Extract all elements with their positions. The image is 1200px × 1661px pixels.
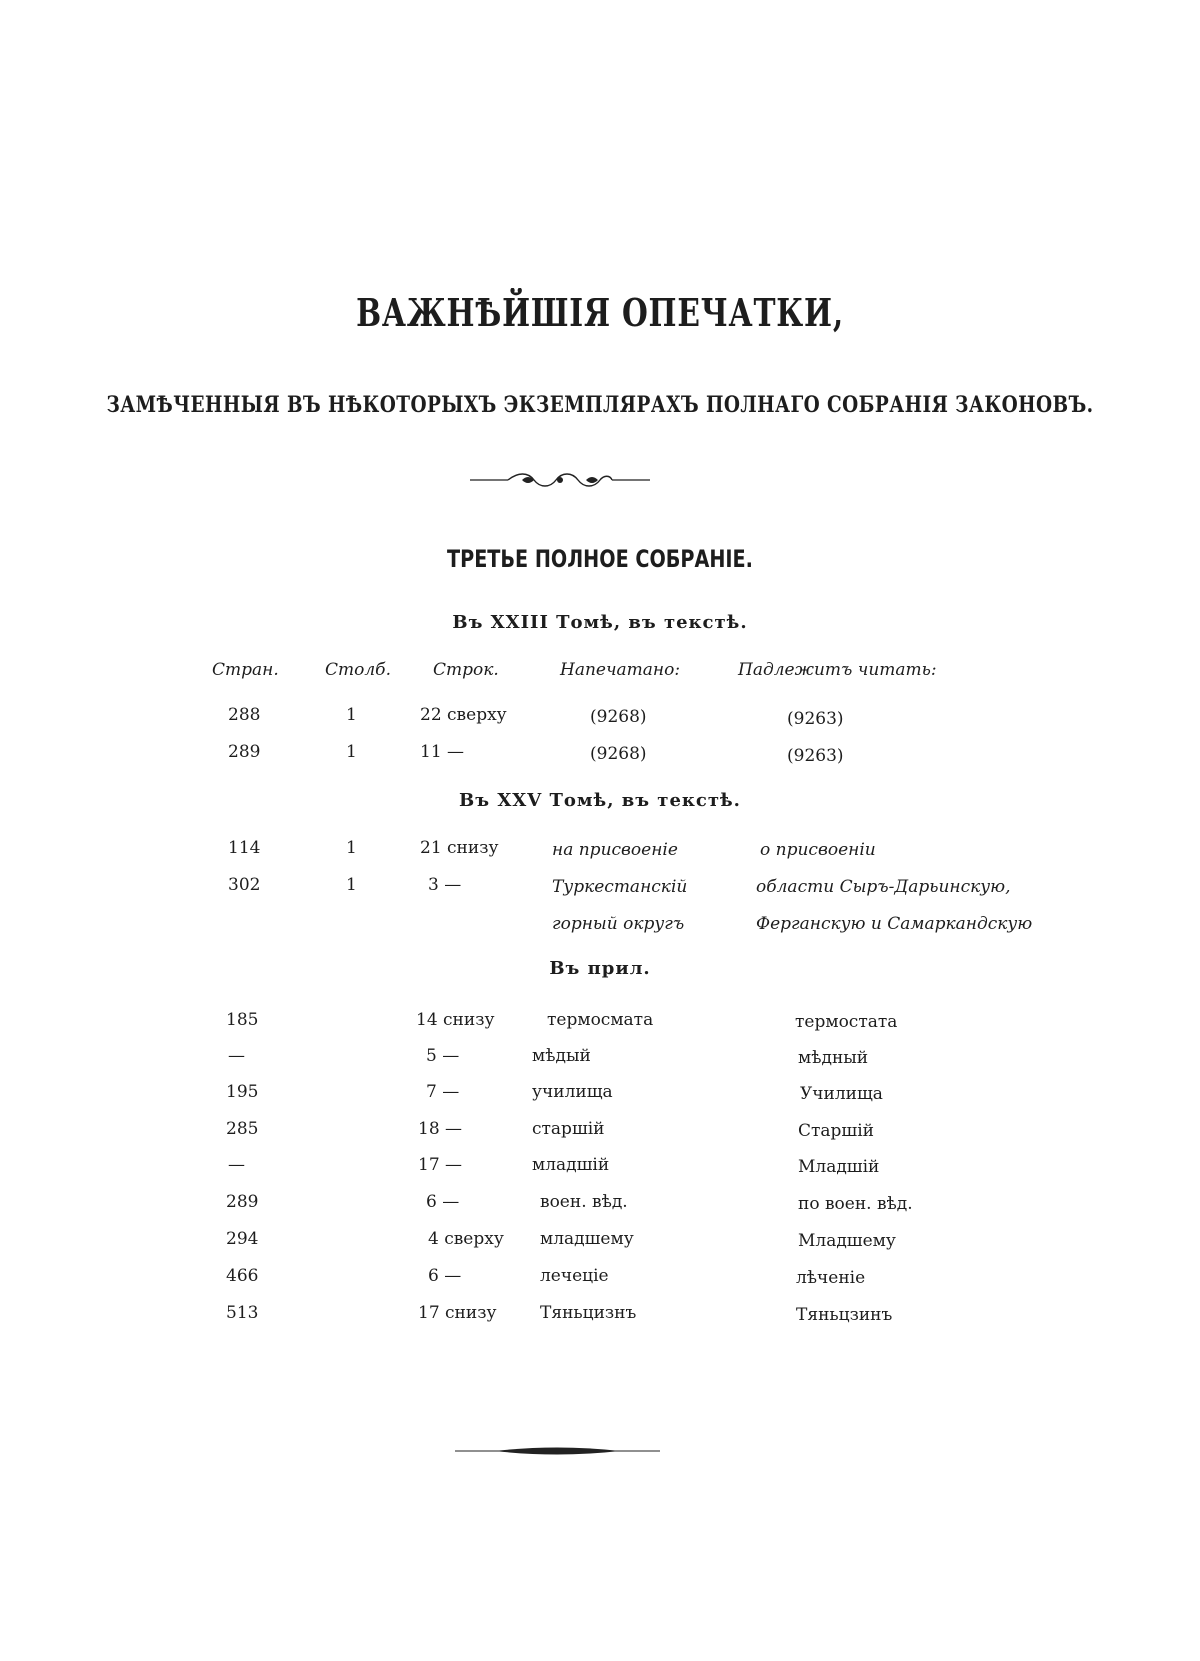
cell-line: 5 — <box>426 1046 460 1066</box>
cell-printed: на присвоеніе <box>552 840 678 860</box>
cell-should-read: о присвоеніи <box>760 840 876 860</box>
cell-line: 4 сверху <box>428 1229 504 1249</box>
cell-page: 289 <box>226 1192 259 1212</box>
cell-column: 1 <box>346 838 357 858</box>
header-column: Столб. <box>325 660 391 680</box>
cell-page: 195 <box>226 1082 259 1102</box>
cell-should-read: (9263) <box>787 746 844 766</box>
cell-line: 17 снизу <box>418 1303 497 1323</box>
cell-printed: термосмата <box>547 1010 654 1030</box>
cell-printed: (9268) <box>590 707 647 727</box>
cell-line: 6 — <box>426 1192 460 1212</box>
cell-should-read: Младшему <box>798 1231 896 1251</box>
cell-page: 294 <box>226 1229 259 1249</box>
cell-printed: Тяньцизнъ <box>540 1303 637 1323</box>
cell-line: 3 — <box>428 875 462 895</box>
cell-should-read: мѣдный <box>798 1048 869 1068</box>
cell-line: 18 — <box>418 1119 463 1139</box>
cell-page: 302 <box>228 875 261 895</box>
cell-line: 22 сверху <box>420 705 507 725</box>
cell-should-read: термостата <box>795 1012 898 1032</box>
cell-should-read: Училища <box>800 1084 883 1104</box>
cell-line: 17 — <box>418 1155 463 1175</box>
cell-should-read: Старшій <box>798 1121 875 1141</box>
section-heading: ТРЕТЬЕ ПОЛНОЕ СОБРАНІЕ. <box>447 545 753 573</box>
cell-page: 285 <box>226 1119 259 1139</box>
cell-line: 21 снизу <box>420 838 499 858</box>
cell-page: 114 <box>228 838 261 858</box>
header-page: Стран. <box>212 660 279 680</box>
cell-printed: Туркестанскій <box>552 877 688 897</box>
cell-printed: мѣдый <box>532 1046 591 1066</box>
cell-page: — <box>228 1046 245 1066</box>
cell-printed: училища <box>532 1082 613 1102</box>
cell-printed: (9268) <box>590 744 647 764</box>
cell-line: 14 снизу <box>416 1010 495 1030</box>
cell-printed: воен. вѣд. <box>540 1192 628 1212</box>
header-printed: Напечатано: <box>560 660 681 680</box>
cell-line: 11 — <box>420 742 465 762</box>
header-line: Строк. <box>433 660 499 680</box>
header-should-read: Падлежитъ читать: <box>738 660 937 680</box>
cell-line: 6 — <box>428 1266 462 1286</box>
appendix-heading: Въ прил. <box>549 958 651 979</box>
cell-column: 1 <box>346 742 357 762</box>
cell-should-read: по воен. вѣд. <box>798 1194 913 1214</box>
cell-page: 513 <box>226 1303 259 1323</box>
cell-page: 466 <box>226 1266 259 1286</box>
cell-column: 1 <box>346 875 357 895</box>
cell-should-read: лѣченіе <box>796 1268 866 1288</box>
cell-should-read: области Сыръ-Дарьинскую, <box>756 877 1011 897</box>
vol25-heading: Въ XXV Томѣ, въ текстѣ. <box>459 790 741 811</box>
cell-printed: старшій <box>532 1119 605 1139</box>
cell-page: — <box>228 1155 245 1175</box>
cell-printed: младшему <box>540 1229 634 1249</box>
cell-page: 288 <box>228 705 261 725</box>
page-title: ВАЖНѢЙШІЯ ОПЕЧАТКИ, <box>356 290 844 335</box>
cell-page: 185 <box>226 1010 259 1030</box>
closing-rule <box>455 1445 660 1457</box>
page-subtitle: ЗАМѢЧЕННЫЯ ВЪ НѢКОТОРЫХЪ ЭКЗЕМПЛЯРАХЪ ПОЛНАГО СОБРАНІЯ ЗАКОНОВЪ. <box>106 392 1094 418</box>
cell-column: 1 <box>346 705 357 725</box>
cell-page: 289 <box>228 742 261 762</box>
ornament-divider <box>470 470 650 490</box>
cell-should-read: Ферганскую и Самаркандскую <box>756 914 1033 934</box>
cell-should-read: Тяньцзинъ <box>796 1305 893 1325</box>
cell-printed: младшій <box>532 1155 610 1175</box>
cell-printed: лечеціе <box>540 1266 609 1286</box>
cell-should-read: (9263) <box>787 709 844 729</box>
cell-printed: горный округъ <box>552 914 685 934</box>
cell-should-read: Младшій <box>798 1157 880 1177</box>
cell-line: 7 — <box>426 1082 460 1102</box>
vol23-heading: Въ XXIII Томѣ, въ текстѣ. <box>452 612 748 633</box>
